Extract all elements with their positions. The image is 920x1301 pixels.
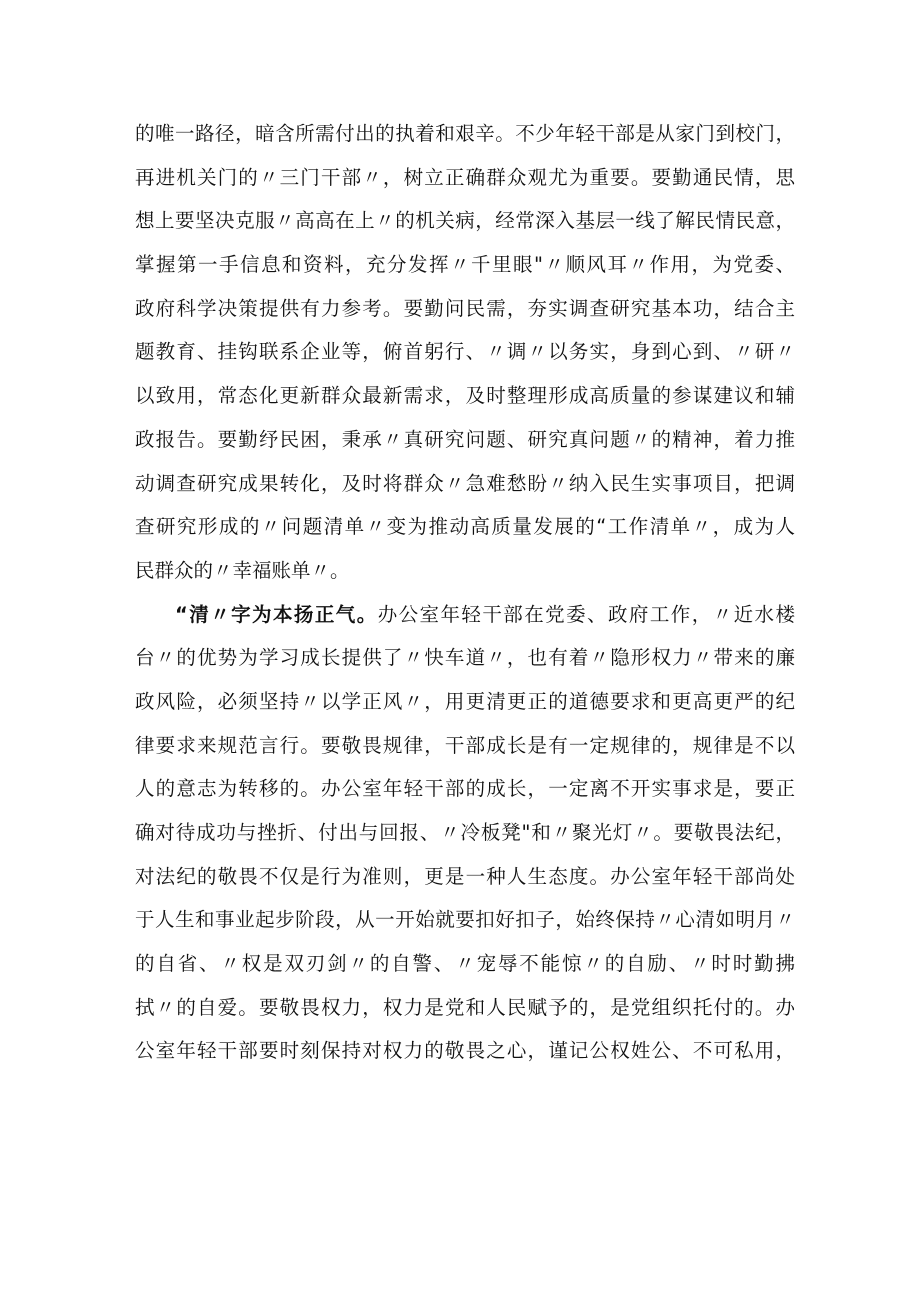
text-run: 办公室年轻干部在党委、政府工作，〃近水楼 <box>377 602 795 626</box>
text-line: 拭〃的自爱。要敬畏权力，权力是党和人民赋予的，是党组织托付的。办 <box>135 995 795 1019</box>
text-line: 想上要坚决克服〃高高在上〃的机关病，经常深入基层一线了解民情民意， <box>135 209 795 233</box>
section-heading: “清〃字为本扬正气。 <box>175 602 378 626</box>
text-line: 确对待成功与挫折、付出与回报、〃冷板凳"和〃聚光灯〃。要敬畏法纪， <box>135 821 795 844</box>
paragraph-2 <box>135 593 795 1074</box>
text-line: 政报告。要勤纾民困，秉承〃真研究问题、研究真问题〃的精神，着力推 <box>135 427 795 451</box>
text-line: 民群众的〃幸福账单〃。 <box>135 558 350 582</box>
text-line: 于人生和事业起步阶段，从一开始就要扣好扣子，始终保持〃心清如明月〃 <box>135 908 795 932</box>
text-line: 再进机关门的〃三门干部〃，树立正确群众观尤为重要。要勤通民情，思 <box>135 165 795 189</box>
text-line: 对法纪的敬畏不仅是行为准则，更是一种人生态度。办公室年轻干部尚处 <box>135 864 795 888</box>
text-line: 政风险，必须坚持〃以学正风〃，用更清更正的道德要求和更高更严的纪 <box>135 689 795 713</box>
text-line: 的唯一路径，暗含所需付出的执着和艰辛。不少年轻干部是从家门到校门， <box>135 122 795 145</box>
text-line: 掌握第一手信息和资料，充分发挥〃千里眼"〃顺风耳〃作用，为党委、 <box>135 253 795 277</box>
text-line: 的自省、〃权是双刃剑〃的自警、〃宠辱不能惊〃的自励、〃时时勤拂 <box>135 952 795 976</box>
text-line: 人的意志为转移的。办公室年轻干部的成长，一定离不开实事求是，要正 <box>135 777 795 801</box>
text-line: 政府科学决策提供有力参考。要勤问民需，夯实调查研究基本功，结合主 <box>135 296 795 320</box>
text-line: 公室年轻干部要时刻保持对权力的敬畏之心，谨记公权姓公、不可私用， <box>135 1039 795 1063</box>
text-line: 台〃的优势为学习成长提供了〃快车道〃，也有着〃隐形权力〃带来的廉 <box>135 646 795 670</box>
text-line: 以致用，常态化更新群众最新需求，及时整理形成高质量的参谋建议和辅 <box>135 384 795 408</box>
body-text <box>135 112 795 1073</box>
paragraph-1 <box>135 112 795 593</box>
paragraph-2-first-line <box>135 593 795 637</box>
text-line: 查研究形成的〃问题清单〃变为推动高质量发展的“工作清单〃，成为人 <box>135 515 795 539</box>
text-line: 律要求来规范言行。要敬畏规律，干部成长是有一定规律的，规律是不以 <box>135 733 795 757</box>
text-line: 动调查研究成果转化，及时将群众〃急难愁盼〃纳入民生实事项目，把调 <box>135 471 795 495</box>
text-line: 题教育、挂钩联系企业等，俯首躬行、〃调〃以务实，身到心到、〃研〃 <box>135 340 795 364</box>
